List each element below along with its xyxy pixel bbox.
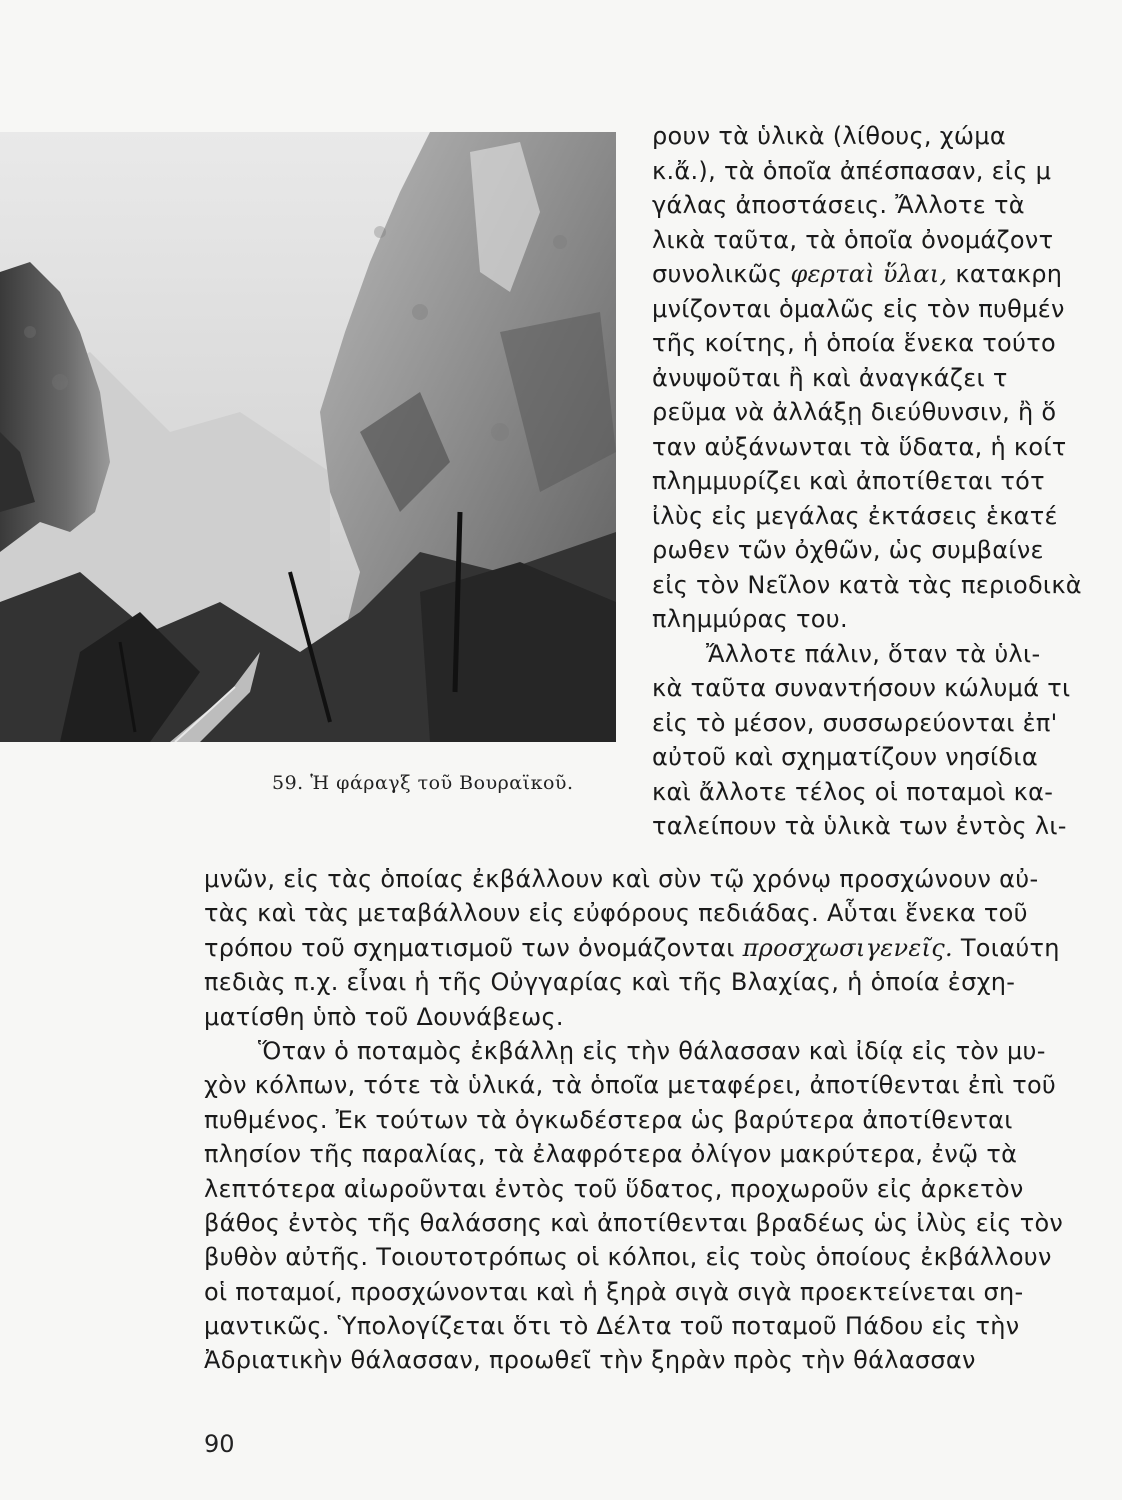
- text-fragment: τρόπου τοῦ σχηματισμοῦ των ὀνομάζονται: [204, 933, 735, 962]
- text-line: λικὰ ταῦτα, τὰ ὁποῖα ὀνομάζοντ: [652, 225, 1054, 254]
- text-line: λεπτότερα αἰωροῦνται ἐντὸς τοῦ ὕδατος, προχωροῦν εἰς ἀρκετὸν: [204, 1174, 1024, 1203]
- text-line: κὰ ταῦτα συναντήσουν κώλυμά τι: [652, 674, 1071, 702]
- full-width-text: [204, 862, 1120, 1378]
- text-line: ρωθεν τῶν ὀχθῶν, ὡς συμβαίνε: [652, 536, 1044, 564]
- text-line: μνῶν, εἰς τὰς ὁποίας ἐκβάλλουν καὶ σὺν τῷ χρόνῳ προσχώνουν αὐ-: [204, 865, 1039, 893]
- text-line: πλημμυρίζει καὶ ἀποτίθεται τότ: [652, 467, 1045, 495]
- page-number: 90: [204, 1430, 235, 1458]
- emphasized-term: φερταὶ ὕλαι,: [790, 260, 948, 288]
- text-line: πλημμύρας του.: [652, 605, 848, 633]
- gorge-photo-illustration: [0, 132, 616, 742]
- text-line: κ.ἄ.), τὰ ὁποῖα ἀπέσπασαν, εἰς μ: [652, 156, 1052, 185]
- text-line: μνίζονται ὁμαλῶς εἰς τὸν πυθμέν: [652, 294, 1065, 323]
- text-line: βυθὸν αὐτῆς. Τοιουτοτρόπως οἱ κόλποι, εἰς τοὺς ὁποίους ἐκβάλλουν: [204, 1243, 1052, 1272]
- right-column-text: [652, 119, 1122, 844]
- emphasized-term: προσχωσιγενεῖς.: [742, 933, 953, 962]
- text-line: χὸν κόλπων, τότε τὰ ὑλικά, τὰ ὁποῖα μεταφέρει, ἀποτίθενται ἐπὶ τοῦ: [204, 1071, 1057, 1100]
- text-line: πεδιὰς π.χ. εἶναι ἡ τῆς Οὐγγαρίας καὶ τῆς Βλαχίας, ἡ ὁποία ἐσχη-: [204, 968, 1016, 997]
- text-line: ἰλὺς εἰς μεγάλας ἐκτάσεις ἑκατέ: [652, 501, 1058, 530]
- text-line: [652, 257, 1122, 292]
- text-line: οἱ ποταμοί, προσχώνονται καὶ ἡ ξηρὰ σιγὰ σιγὰ προεκτείνεται ση-: [204, 1277, 1024, 1306]
- text-fragment: Τοιαύτη: [960, 933, 1060, 962]
- text-line: αὐτοῦ καὶ σχηματίζουν νησίδια: [652, 743, 1038, 771]
- text-line: ρεῦμα νὰ ἀλλάξῃ διεύθυνσιν, ἢ ὅ: [652, 398, 1057, 426]
- text-fragment: κατακρη: [955, 260, 1063, 288]
- text-line: τῆς κοίτης, ἡ ὁποία ἕνεκα τούτο: [652, 329, 1056, 357]
- text-line: ταλείπουν τὰ ὑλικὰ των ἐντὸς λι-: [652, 812, 1067, 840]
- text-line: πλησίον τῆς παραλίας, τὰ ἐλαφρότερα ὀλίγον μακρύτερα, ἐνῷ τὰ: [204, 1140, 1018, 1169]
- text-fragment: συνολικῶς: [652, 260, 783, 288]
- text-line: εἰς τὸν Νεῖλον κατὰ τὰς περιοδικὰ: [652, 570, 1082, 599]
- text-line: Ἀδριατικὴν θάλασσαν, προωθεῖ τὴν ξηρὰν πρὸς τὴν θάλασσαν: [204, 1346, 976, 1375]
- gorge-photograph: [0, 132, 616, 742]
- text-line: βάθος ἐντὸς τῆς θαλάσσης καὶ ἀποτίθενται βραδέως ὡς ἰλὺς εἰς τὸν: [204, 1208, 1064, 1237]
- text-line: καὶ ἄλλοτε τέλος οἱ ποταμοὶ κα-: [652, 777, 1054, 806]
- text-line: ἀνυψοῦται ἢ καὶ ἀναγκάζει τ: [652, 363, 1008, 392]
- paragraph-start-line: Ὅταν ὁ ποταμὸς ἐκβάλλῃ εἰς τὴν θάλασσαν καὶ ἰδίᾳ εἰς τὸν μυ-: [258, 1036, 1046, 1065]
- text-line: πυθμένος. Ἐκ τούτων τὰ ὀγκωδέστερα ὡς βαρύτερα ἀποτίθενται: [204, 1105, 1013, 1134]
- paragraph-start-line: Ἄλλοτε πάλιν, ὅταν τὰ ὑλι-: [706, 639, 1041, 668]
- text-line: [204, 931, 1120, 965]
- text-line: ρουν τὰ ὑλικὰ (λίθους, χώμα: [652, 122, 1006, 150]
- text-line: ταν αὐξάνωνται τὰ ὕδατα, ἡ κοίτ: [652, 432, 1067, 461]
- text-line: μαντικῶς. Ὑπολογίζεται ὅτι τὸ Δέλτα τοῦ ποταμοῦ Πάδου εἰς τὴν: [204, 1312, 1020, 1341]
- text-line: ματίσθη ὑπὸ τοῦ Δουνάβεως.: [204, 1002, 564, 1031]
- text-line: τὰς καὶ τὰς μεταβάλλουν εἰς εὐφόρους πεδιάδας. Αὗται ἕνεκα τοῦ: [204, 899, 1028, 928]
- text-line: γάλας ἀποστάσεις. Ἄλλοτε τὰ: [652, 191, 1025, 219]
- figure-caption: 59. Ἡ φάραγξ τοῦ Βουραϊκοῦ.: [272, 772, 574, 794]
- text-line: εἰς τὸ μέσον, συσσωρεύονται ἐπ': [652, 708, 1058, 737]
